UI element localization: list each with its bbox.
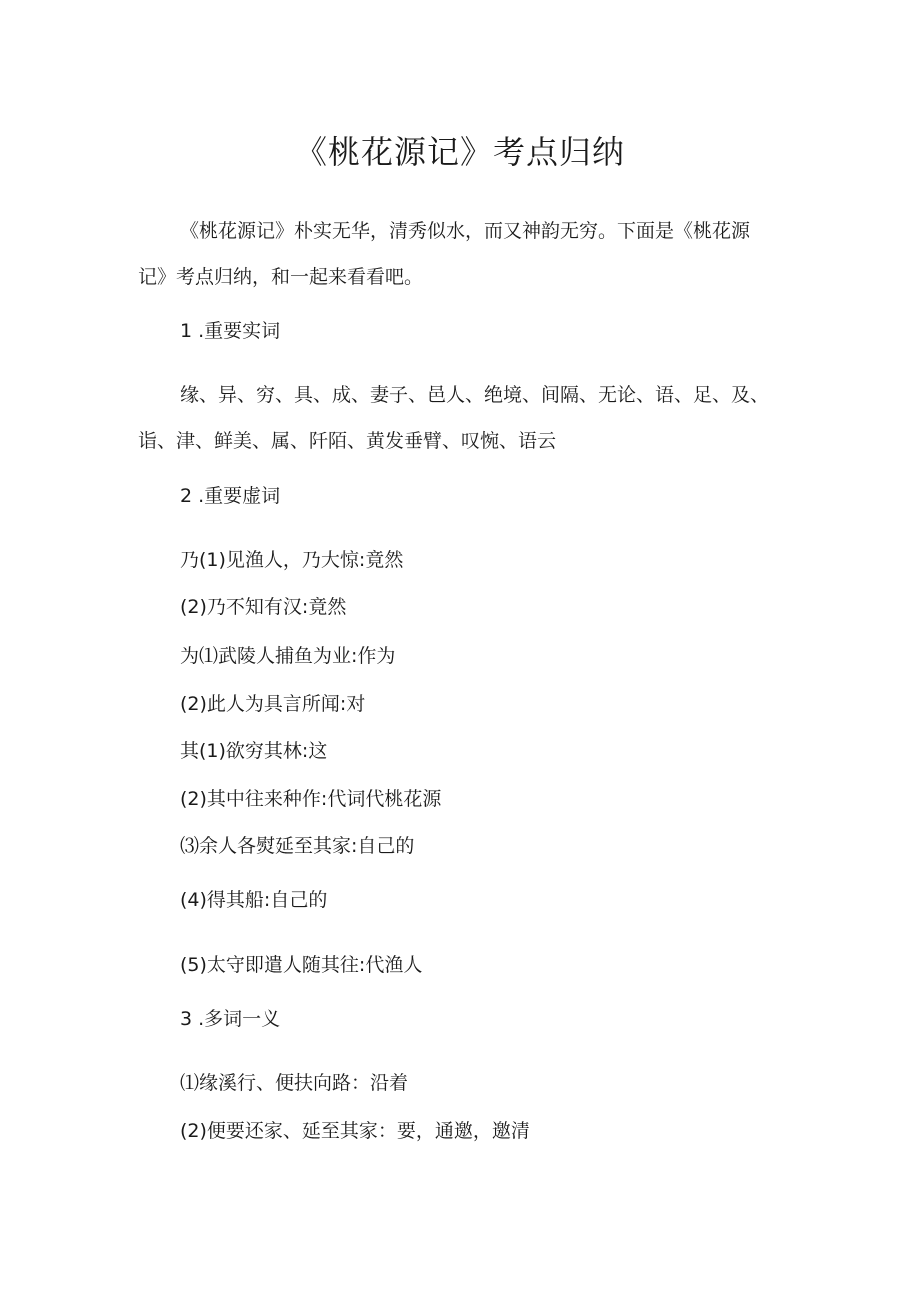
list-item: 为⑴武陵人捕鱼为业:作为 <box>180 645 396 667</box>
list-item: 乃(1)见渔人，乃大惊:竟然 <box>180 549 404 571</box>
section-heading-3: 3 .多词一义 <box>180 1008 281 1030</box>
section-heading-2: 2 .重要虚词 <box>180 485 281 507</box>
list-item: (4)得其船:自己的 <box>180 889 328 911</box>
list-item: 其(1)欲穷其林:这 <box>180 740 328 762</box>
section-1-content: 缘、异、穷、具、成、妻子、邑人、绝境、间隔、无论、语、足、及、诣、津、鲜美、属、阡陌、黄发垂臂、叹惋、语云 <box>138 384 770 452</box>
intro-paragraph: 《桃花源记》朴实无华，清秀似水，而又神韵无穷。下面是《桃花源记》考点归纳，和一起来看看吧。 <box>138 220 751 288</box>
list-item: (2)此人为具言所闻:对 <box>180 693 366 715</box>
list-item: (2)乃不知有汉:竟然 <box>180 596 347 618</box>
list-item: (2)其中往来种作:代词代桃花源 <box>180 788 442 810</box>
list-item: (2)便要还家、延至其家：要，通邀，邀清 <box>180 1120 530 1142</box>
section-heading-1: 1 .重要实词 <box>180 320 281 342</box>
list-item: ⑴缘溪行、便扶向路：沿着 <box>180 1072 409 1094</box>
document-title: 《桃花源记》考点归纳 <box>294 133 625 171</box>
list-item: (5)太守即遣人随其往:代渔人 <box>180 954 423 976</box>
list-item: ⑶余人各熨延至其家:自己的 <box>180 835 415 857</box>
